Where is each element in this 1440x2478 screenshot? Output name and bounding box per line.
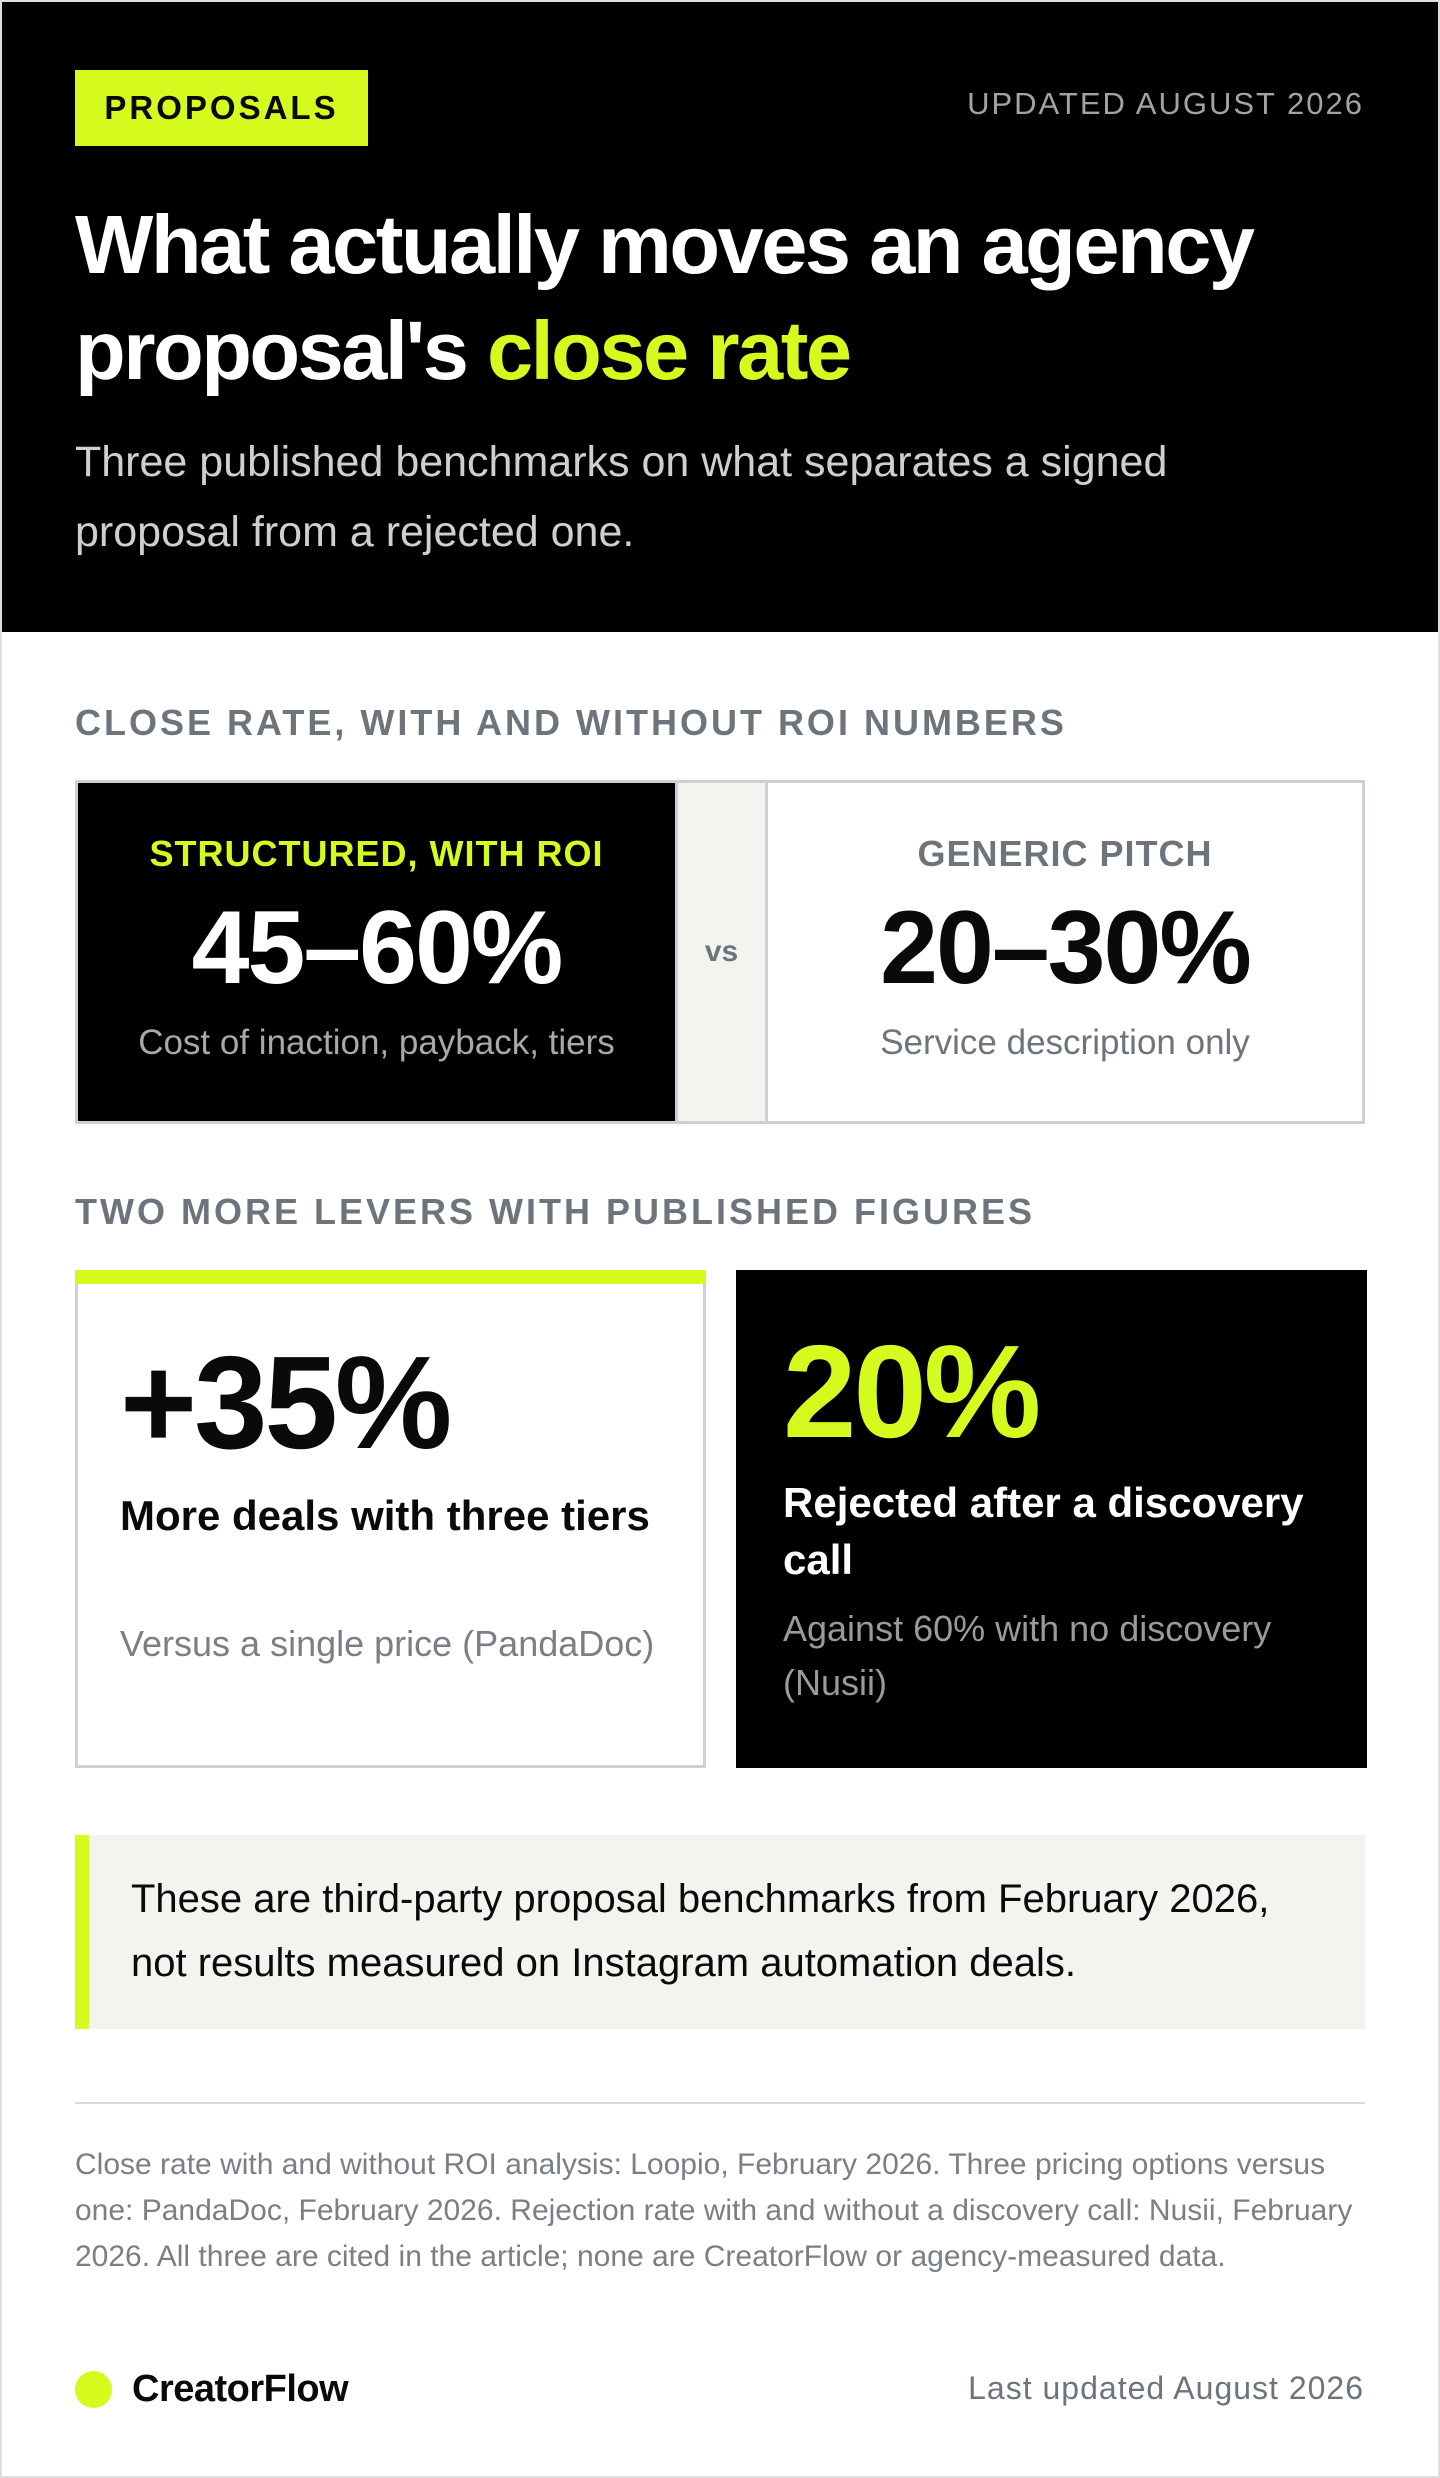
sources-text: Close rate with and without ROI analysis: Loopio, February 2026. Three pricing options versus one: PandaDoc, February 2026. Rejection rate with and without a discovery call: Nusii, February 2026. All three are cited in the article; none are CreatorFlow or agency-measured data. bbox=[75, 2148, 1353, 2273]
lever-title: Rejected after a discovery call bbox=[783, 1479, 1304, 1583]
structured-caption: Cost of inaction, payback, tiers bbox=[138, 1023, 615, 1062]
brand-name: CreatorFlow bbox=[132, 2368, 349, 2410]
brand-logo bbox=[75, 2368, 348, 2411]
footer-updated-date: Last updated August 2026 bbox=[968, 2370, 1364, 2406]
lever-card-tiers bbox=[75, 1270, 706, 1768]
generic-title: GENERIC PITCH bbox=[917, 833, 1213, 874]
comparison-structured-panel bbox=[78, 783, 675, 1121]
accent-bar bbox=[75, 1270, 706, 1284]
versus-divider: vs bbox=[675, 783, 768, 1121]
lever-card-discovery bbox=[736, 1270, 1367, 1768]
updated-date: UPDATED AUGUST 2026 bbox=[967, 86, 1364, 121]
brand-dot-icon bbox=[75, 2371, 112, 2408]
generic-value: 20–30% bbox=[880, 890, 1250, 1006]
disclaimer-text: These are third-party proposal benchmarks from February 2026, not results measured on Instagram automation deals. bbox=[131, 1877, 1270, 1985]
lever-value: +35% bbox=[120, 1329, 450, 1476]
category-tag: PROPOSALS bbox=[75, 70, 368, 146]
generic-caption: Service description only bbox=[880, 1023, 1250, 1062]
page-title bbox=[75, 192, 1395, 404]
disclaimer-note bbox=[75, 1835, 1365, 2029]
lever-caption: Against 60% with no discovery (Nusii) bbox=[783, 1608, 1272, 1703]
header-section bbox=[2, 2, 1438, 632]
structured-value: 45–60% bbox=[191, 890, 562, 1006]
close-rate-comparison bbox=[75, 780, 1365, 1124]
section-label-close-rate: CLOSE RATE, WITH AND WITHOUT ROI NUMBERS bbox=[75, 702, 1067, 743]
lever-value: 20% bbox=[783, 1318, 1039, 1465]
structured-title: STRUCTURED, WITH ROI bbox=[149, 833, 604, 874]
title-main: What actually moves an agency proposal's bbox=[75, 198, 1253, 397]
section-label-levers: TWO MORE LEVERS WITH PUBLISHED FIGURES bbox=[75, 1191, 1036, 1232]
lever-caption: Versus a single price (PandaDoc) bbox=[120, 1623, 655, 1664]
title-accent: close rate bbox=[486, 304, 850, 397]
comparison-generic-panel bbox=[768, 783, 1362, 1121]
lever-title: More deals with three tiers bbox=[120, 1492, 650, 1539]
divider bbox=[75, 2102, 1365, 2104]
page-subtitle: Three published benchmarks on what separates a signed proposal from a rejected one. bbox=[75, 438, 1168, 556]
